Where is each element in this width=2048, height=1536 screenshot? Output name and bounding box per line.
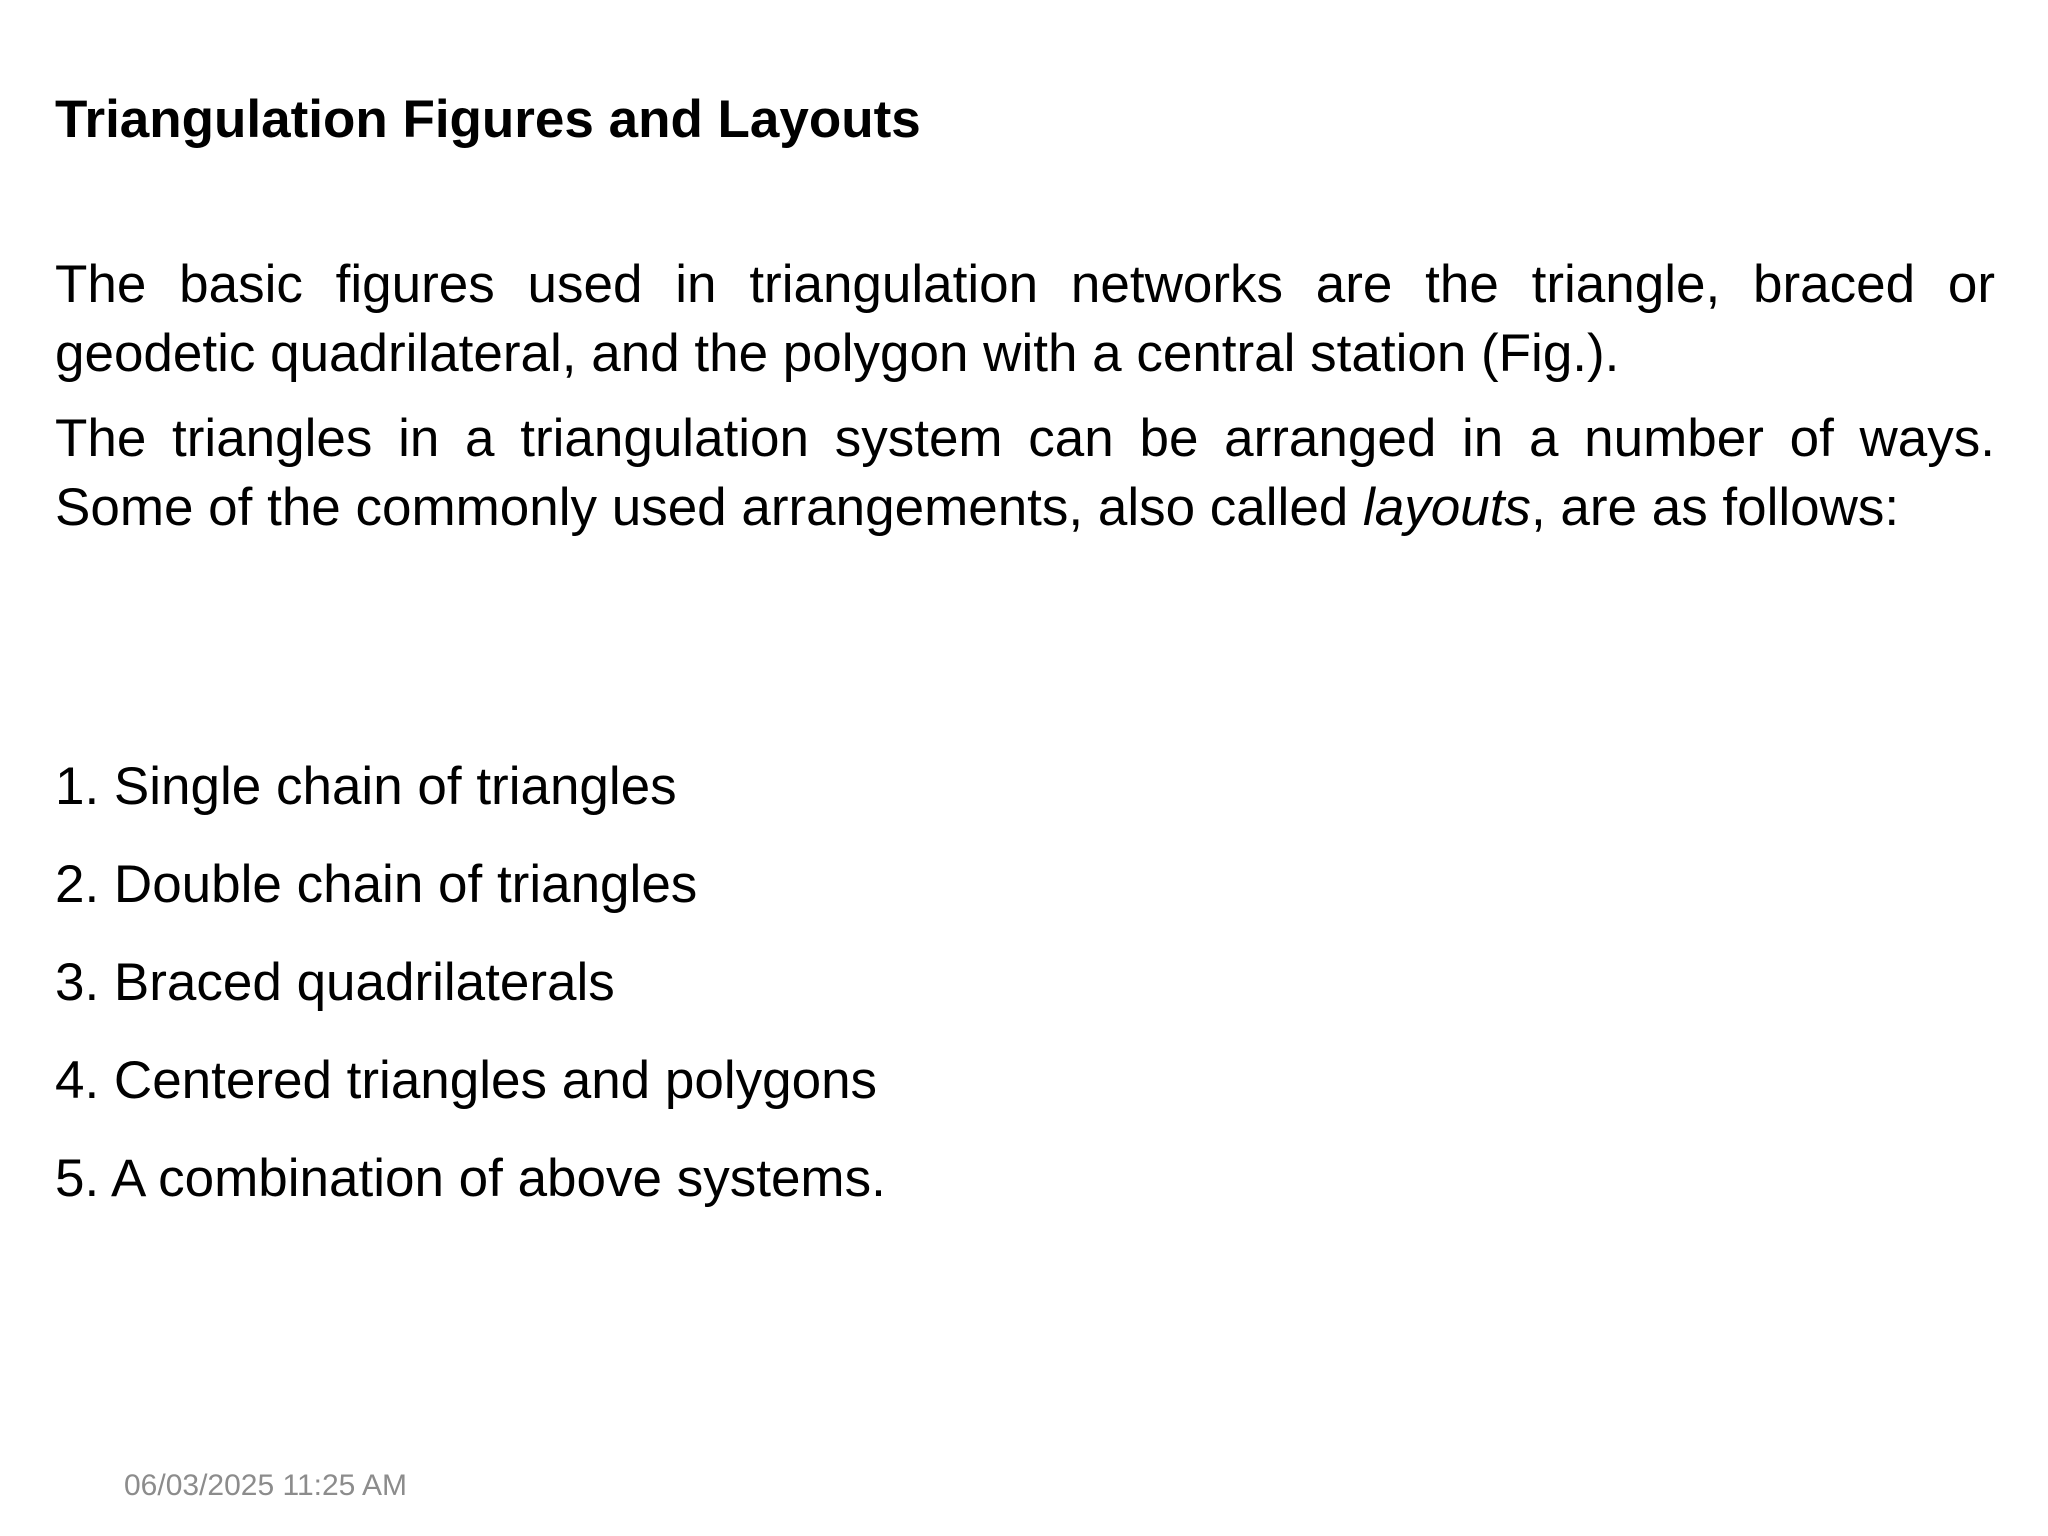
slide-title: Triangulation Figures and Layouts [55, 90, 921, 149]
paragraph-layouts [55, 404, 1995, 542]
paragraph-layouts-text-end: , are as follows: [1530, 478, 1900, 537]
list-item: 1. Single chain of triangles [55, 757, 677, 816]
slide-body [55, 250, 1995, 558]
list-item: 3. Braced quadrilaterals [55, 953, 615, 1012]
list-item: 4. Centered triangles and polygons [55, 1051, 878, 1110]
paragraph-basic-figures: The basic figures used in triangulation networks are the triangle, braced or geodetic quadrilateral, and the polygon with a central station (Fig.). [55, 255, 1995, 383]
list-item: 5. A combination of above systems. [55, 1149, 886, 1208]
list-item: 2. Double chain of triangles [55, 855, 698, 914]
footer-date: 06/03/2025 11:25 AM [124, 1469, 408, 1502]
layouts-list [55, 752, 1955, 1242]
paragraph-layouts-text-start: The triangles in a triangulation system can be arranged in a number of ways. Some of the commonly used arrangements, also called [55, 409, 1995, 537]
layouts-term: layouts [1363, 478, 1531, 537]
